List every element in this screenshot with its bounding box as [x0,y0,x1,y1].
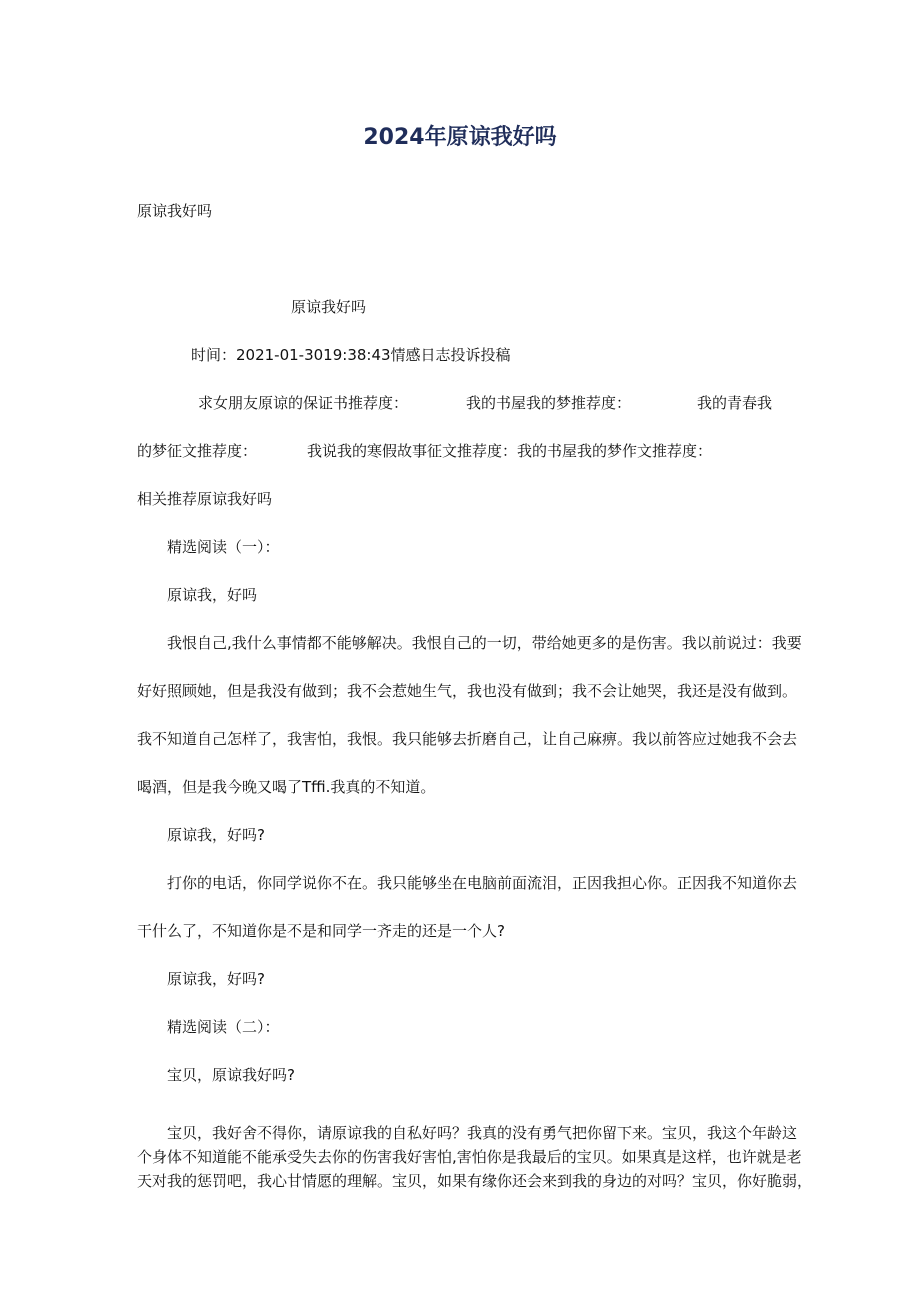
document-subtitle: 原谅我好吗 [137,202,213,220]
recommend-item-2: 我的书屋我的梦推荐度： [466,394,632,412]
ask-forgiveness-2: 原谅我，好吗? [167,970,265,988]
paragraph-2-line-1: 打你的电话，你同学说你不在。我只能够坐在电脑前面流泪，正因我担心你。正因我不知道你去 [167,874,798,892]
recommend-item-4: 我说我的寒假故事征文推荐度：我的书屋我的梦作文推荐度： [307,442,713,460]
related-heading: 相关推荐原谅我好吗 [137,490,273,508]
paragraph-1-line-2: 好好照顾她，但是我没有做到；我不会惹她生气，我也没有做到；我不会让她哭，我还是没有做到。 [137,682,798,700]
section1-heading: 精选阅读（一）： [167,538,280,556]
recommend-item-1: 求女朋友原谅的保证书推荐度： [198,394,409,412]
section1-title: 原谅我，好吗 [167,586,258,604]
paragraph-3-line-1: 宝贝，我好舍不得你，请原谅我的自私好吗？我真的没有勇气把你留下来。宝贝，我这个年龄这 [167,1124,798,1142]
section2-title: 宝贝，原谅我好吗? [167,1066,295,1084]
paragraph-1-line-3: 我不知道自己怎样了，我害怕，我恨。我只能够去折磨自己，让自己麻痹。我以前答应过她我不会去 [137,730,798,748]
ask-forgiveness-1: 原谅我，好吗? [167,826,265,844]
paragraph-3-line-3: 天对我的惩罚吧，我心甘情愿的理解。宝贝，如果有缘你还会来到我的身边的对吗？宝贝，你好脆弱， [137,1172,813,1190]
paragraph-1-line-4: 喝酒，但是我今晚又喝了Tffi.我真的不知道。 [137,778,436,796]
document-title: 2024年原谅我好吗 [363,125,557,150]
recommend-item-3-cont: 的梦征文推荐度： [137,442,258,460]
paragraph-2-line-2: 干什么了，不知道你是不是和同学一齐走的还是一个人? [137,922,505,940]
recommend-item-3: 我的青春我 [697,394,773,412]
article-meta: 时间：2021-01-3019:38:43情感日志投诉投稿 [191,346,511,364]
section2-heading: 精选阅读（二）： [167,1018,280,1036]
article-heading: 原谅我好吗 [291,298,367,316]
paragraph-1-line-1: 我恨自己,我什么事情都不能够解决。我恨自己的一切，带给她更多的是伤害。我以前说过：我要 [167,634,802,652]
paragraph-3-line-2: 个身体不知道能不能承受失去你的伤害我好害怕,害怕你是我最后的宝贝。如果真是这样，也许就是老 [137,1148,802,1166]
